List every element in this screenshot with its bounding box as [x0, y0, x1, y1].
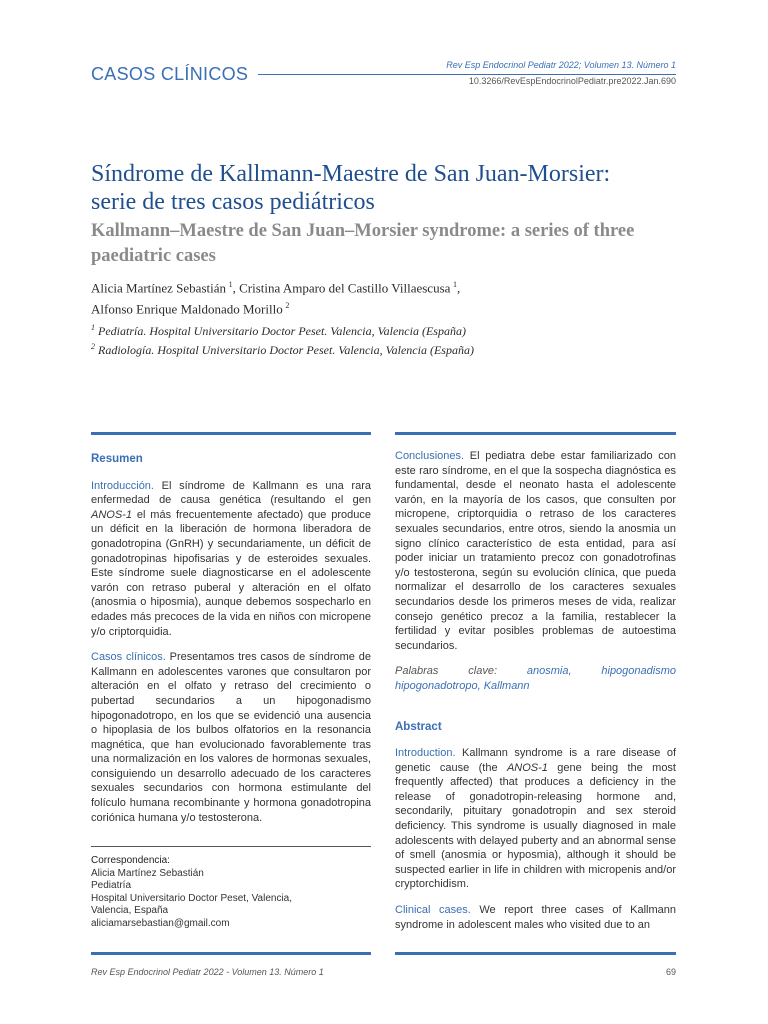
author-affiliation-mark: 1	[453, 280, 458, 289]
affiliation-item: $^2$ Radiología. Hospital Universitario Doctor Peset. Valencia, Valencia (España)	[91, 342, 474, 357]
abstract-heading: Abstract	[395, 720, 442, 733]
abstract-introduction: Introduction. Kallmann syndrome is a rare disease of genetic cause (the ANOS-1 gene being the most frequently affected) that produces a deficiency in the release of gonadotropin-releasing hormone and, secondarily, pituitary gonadotropin and sex steroid deficiency. This syndrome is usually diagnosed in male adolescents with delayed puberty and an abnormal sense of smell (anosmia or hyposmia), although it should be suspected earlier in life in children with micropenis and/or cryptorchidism.	[395, 747, 676, 891]
footer-journal: Rev Esp Endocrinol Pediatr 2022 - Volumen 13. Número 1	[91, 967, 324, 977]
author-affiliation-mark: 2	[285, 301, 290, 311]
affiliations	[91, 320, 671, 358]
journal-reference: Rev Esp Endocrinol Pediatr 2022; Volumen 13. Número 1	[446, 60, 676, 70]
right-column	[395, 449, 676, 943]
correspondence-title: Correspondencia:	[91, 855, 170, 866]
correspondence-line: Alicia Martínez Sebastián	[91, 867, 204, 879]
resumen-conclusions: Conclusiones. El pediatra debe estar familiarizado con este raro síndrome, en el que la sospecha diagnóstica es fundamental, desde el neonato hasta el adolescente varón, en la mayoría de los casos, que consulten por micropene, criptorquidia o retraso de los caracteres sexuales secundarios, entre otros, siendo la anosmia un signo clínico característico de esta entidad, para así poder iniciar un tratamiento precoz con gonadotrofinas y/o testosterona, según su evolución clínica, que pueda normalizar el desarrollo de los caracteres sexuales secundarios desde los primeros meses de vida, realizar consejo genético precoz a la familia, restablecer la fertilidad y evitar posibles problemas de autoestima secundarios.	[395, 450, 676, 652]
abstract-clinical-cases: Clinical cases. We report three cases of Kallmann syndrome in adolescent males who visited due to an	[395, 904, 676, 931]
resumen-introduction: Introducción. El síndrome de Kallmann es una rara enfermedad de causa genética (resultando el gen ANOS-1 el más frecuentemente afectado) que produce un déficit en la liberación de hormona liberadora de gonadotropina (GnRH) y secundariamente, un déficit de gonadotropinas hipofisarias y de esteroides sexuales. Este síndrome suele diagnosticarse en el adolescente varón con retraso puberal y alteración en el olfato (anosmia o hiposmia), aunque debemos sospecharlo en edades más precoces de la vida en niños con micropene y/o criptorquidia.	[91, 479, 371, 638]
correspondence-line: Hospital Universitario Doctor Peset, Valencia,	[91, 892, 293, 904]
author-name: Alicia Martínez Sebastián	[91, 280, 227, 296]
page-number: 69	[665, 967, 676, 977]
header-divider	[258, 74, 676, 75]
correspondence-block	[91, 855, 292, 931]
article-title: Síndrome de Kallmann-Maestre de San Juan-Morsier: serie de tres casos pediátricos	[91, 161, 611, 215]
resumen-clinical-cases: Casos clínicos. Presentamos tres casos de síndrome de Kallmann en adolescentes varones que consultaron por alteración en el olfato y retraso del crecimiento o pubertad secundarios a un hipogonadismo hipogonadotropo, en los que se evidenció una ausencia o hipoplasia de los bulbos olfatorios en la resonancia magnética, que han evolucionado favorablemente tras una normalización en los valores de hormonas sexuales, consiguiendo un desarrollo adecuado de los caracteres sexuales secundarios con hormona estimulante del folículo humana recombinante y hormona gonadotropina coriónica humana y/o testosterona.	[91, 651, 371, 824]
affiliation-item: $^1$ Pediatría. Hospital Universitario Doctor Peset. Valencia, Valencia (España)	[91, 323, 466, 338]
correspondence-line: Valencia, España	[91, 905, 169, 917]
author-affiliation-mark: 1	[228, 280, 233, 289]
correspondence-line: Pediatría	[91, 880, 132, 892]
footer-rule-right	[395, 952, 676, 955]
author-name: Cristina Amparo del Castillo Villaescusa	[239, 280, 451, 296]
author-name: Alfonso Enrique Maldonado Morillo	[91, 301, 283, 317]
resumen-column	[91, 452, 371, 836]
section-label: CASOS CLÍNICOS	[91, 64, 249, 84]
keywords: Palabras clave: anosmia, hipogonadismo hipogonadotropo, Kallmann	[395, 665, 676, 692]
article-subtitle: Kallmann–Maestre de San Juan–Morsier syndrome: a series of three paediatric cases	[91, 221, 635, 266]
left-column-rule	[91, 432, 371, 435]
resumen-heading: Resumen	[91, 453, 143, 465]
footer-rule-left	[91, 952, 371, 955]
correspondence-divider	[91, 846, 371, 847]
author-list: Alicia Martínez Sebastián $^1$, Cristina Amparo del Castillo Villaescusa $^1$, Alfonso Enrique Maldonado Morillo $^2$	[91, 280, 461, 317]
doi-link[interactable]: 10.3266/RevEspEndocrinolPediatr.pre2022.Jan.690	[468, 76, 676, 86]
correspondence-email[interactable]: aliciamarsebastian@gmail.com	[91, 917, 230, 929]
right-column-rule	[395, 432, 676, 435]
